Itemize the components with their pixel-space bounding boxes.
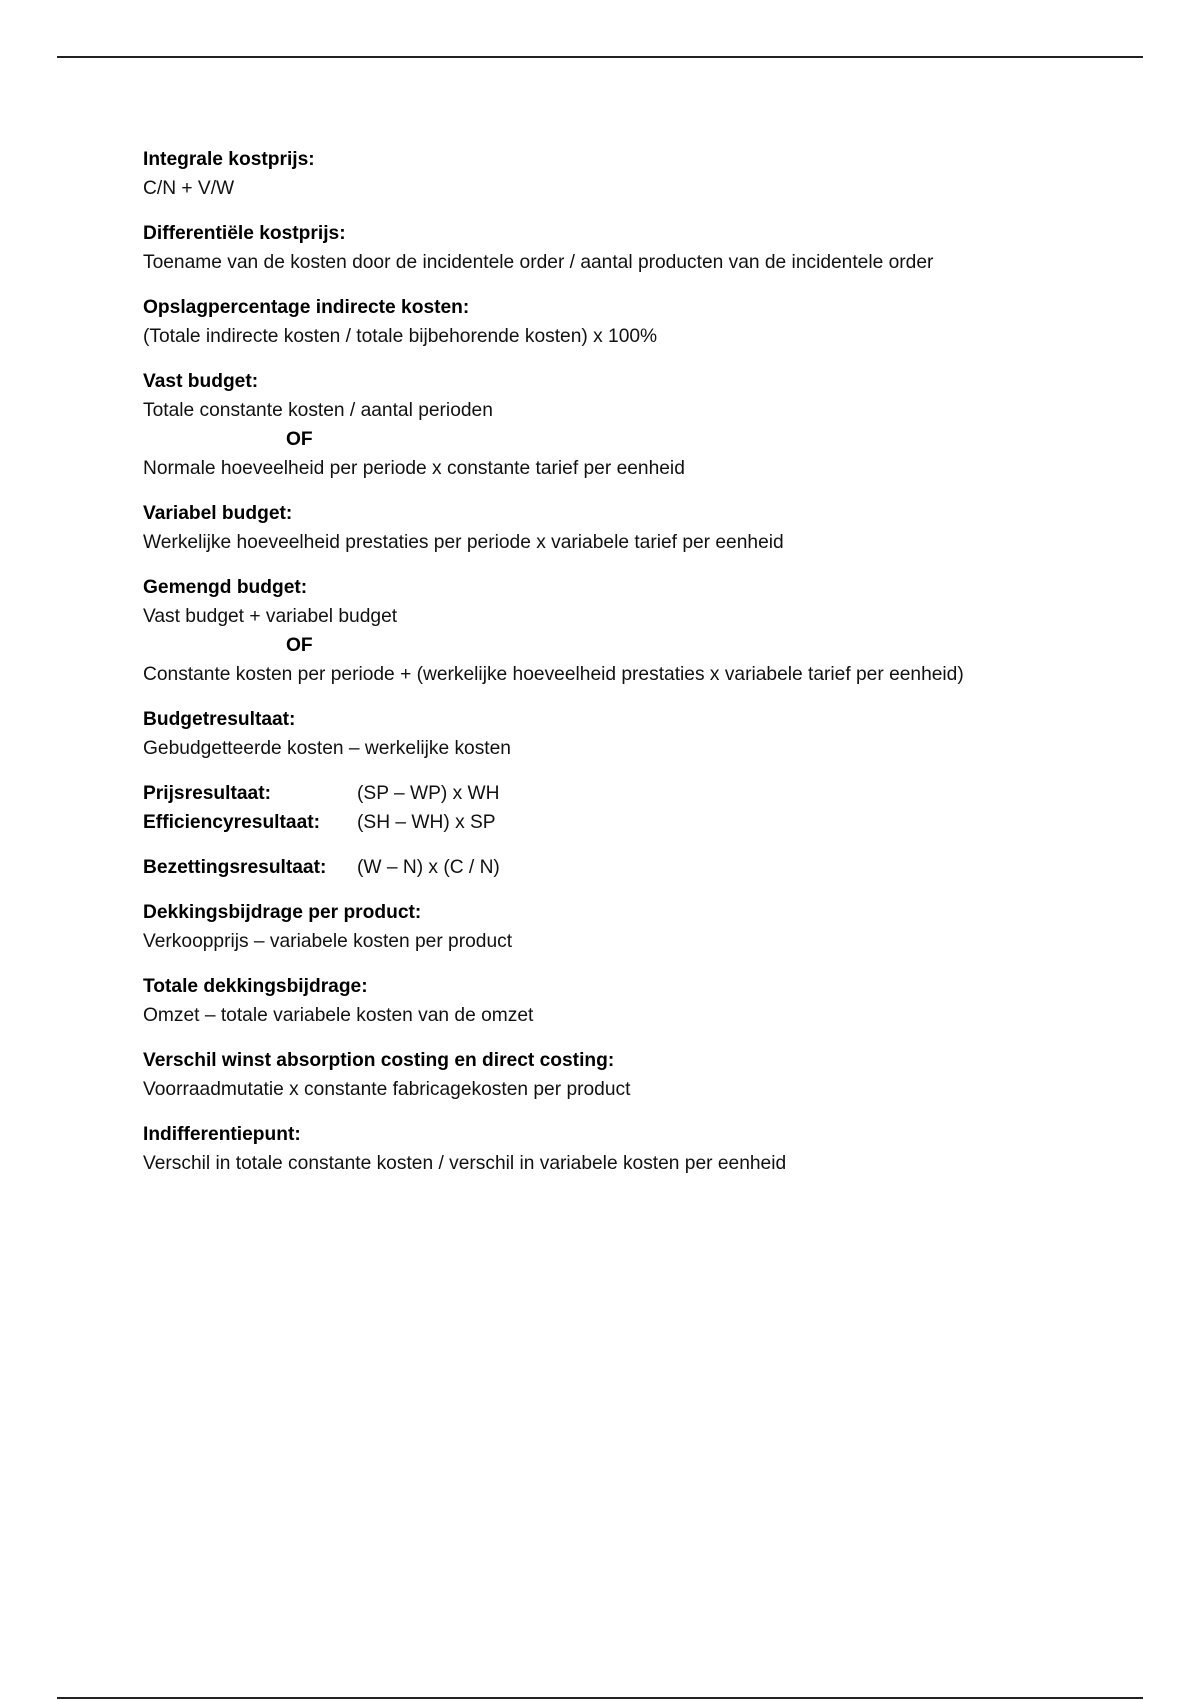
section-formula: Totale constante kosten / aantal perioden — [143, 400, 493, 421]
section-heading: Budgetresultaat: — [143, 709, 296, 730]
section-heading: Dekkingsbijdrage per product: — [143, 902, 422, 923]
row-formula: (SP – WP) x WH — [357, 783, 500, 804]
section-formula: Verschil in totale constante kosten / verschil in variabele kosten per eenheid — [143, 1153, 787, 1174]
section-variabel-budget — [143, 499, 1143, 557]
section-formula-alt: Constante kosten per periode + (werkelijke hoeveelheid prestaties x variabele tarief per eenheid) — [143, 664, 964, 685]
section-totale-dekkingsbijdrage — [143, 972, 1143, 1030]
section-heading: Opslagpercentage indirecte kosten: — [143, 297, 470, 318]
section-formula: C/N + V/W — [143, 178, 235, 199]
row-label: Efficiencyresultaat: — [143, 812, 321, 833]
section-heading: Verschil winst absorption costing en direct costing: — [143, 1050, 615, 1071]
section-heading: Differentiële kostprijs: — [143, 223, 346, 244]
section-heading: Gemengd budget: — [143, 577, 308, 598]
row-label: Prijsresultaat: — [143, 783, 271, 804]
section-heading: Variabel budget: — [143, 503, 293, 524]
section-heading: Indifferentiepunt: — [143, 1124, 301, 1145]
section-formula-alt: Normale hoeveelheid per periode x constante tarief per eenheid — [143, 458, 685, 479]
section-formula: Gebudgetteerde kosten – werkelijke kosten — [143, 738, 511, 759]
section-formula: Vast budget + variabel budget — [143, 606, 398, 627]
section-integrale-kostprijs — [143, 145, 1143, 203]
section-differentiele-kostprijs — [143, 219, 1143, 277]
section-price-efficiency-results — [143, 779, 1143, 837]
section-formula: Toename van de kosten door de incidentele order / aantal producten van de incidentele order — [143, 252, 934, 273]
section-heading: Vast budget: — [143, 371, 259, 392]
section-heading: Totale dekkingsbijdrage: — [143, 976, 368, 997]
header-rule — [57, 56, 1143, 58]
section-gemengd-budget — [143, 573, 1143, 689]
row-formula: (W – N) x (C / N) — [357, 857, 500, 878]
section-formula: (Totale indirecte kosten / totale bijbehorende kosten) x 100% — [143, 326, 658, 347]
section-dekkingsbijdrage-per-product — [143, 898, 1143, 956]
footer-rule — [57, 1697, 1143, 1699]
section-vast-budget — [143, 367, 1143, 483]
row-bezettingsresultaat — [143, 853, 1143, 882]
section-formula: Verkoopprijs – variabele kosten per product — [143, 931, 513, 952]
section-bezettingsresultaat — [143, 853, 1143, 882]
section-formula: Omzet – totale variabele kosten van de omzet — [143, 1005, 534, 1026]
section-formula: Voorraadmutatie x constante fabricagekosten per product — [143, 1079, 631, 1100]
row-efficiencyresultaat — [143, 808, 1143, 837]
formula-sheet — [143, 145, 1143, 1194]
section-opslagpercentage — [143, 293, 1143, 351]
section-budgetresultaat — [143, 705, 1143, 763]
section-verschil-winst — [143, 1046, 1143, 1104]
section-formula: Werkelijke hoeveelheid prestaties per periode x variabele tarief per eenheid — [143, 532, 784, 553]
row-label: Bezettingsresultaat: — [143, 857, 327, 878]
section-heading: Integrale kostprijs: — [143, 149, 315, 170]
row-prijsresultaat — [143, 779, 1143, 808]
or-separator: OF — [286, 635, 313, 656]
section-indifferentiepunt — [143, 1120, 1143, 1178]
or-separator: OF — [286, 429, 313, 450]
row-formula: (SH – WH) x SP — [357, 812, 496, 833]
